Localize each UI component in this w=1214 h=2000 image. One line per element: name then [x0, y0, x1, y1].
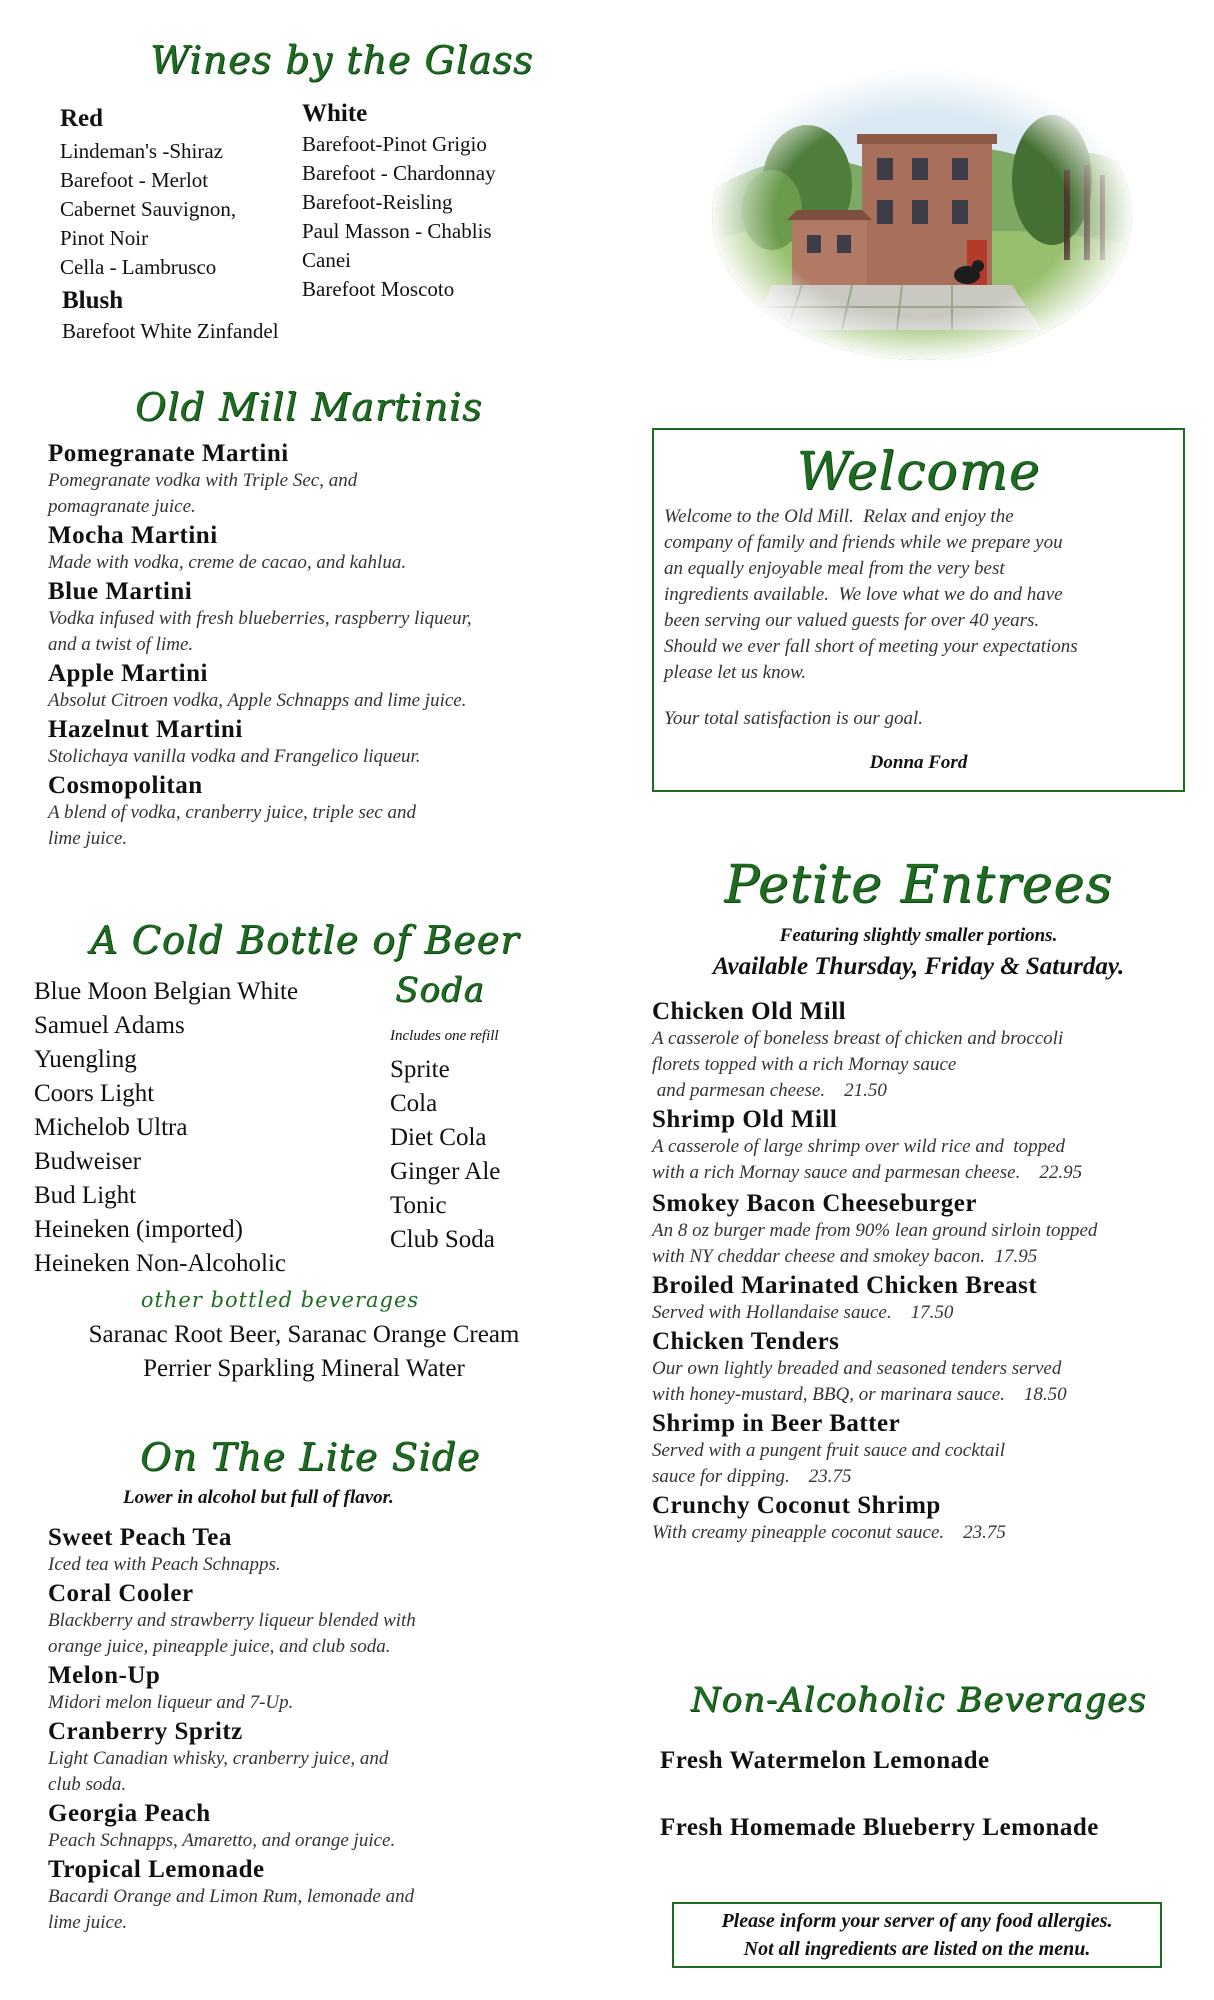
welcome-goal: Your total satisfaction is our goal.: [664, 708, 924, 729]
martinis-heading: Old Mill Martinis: [135, 385, 483, 429]
lite-desc: Light Canadian whisky, cranberry juice, and: [48, 1748, 389, 1769]
entrees-availability: Available Thursday, Friday & Saturday.: [712, 953, 1125, 980]
wine-item: Barefoot - Chardonnay: [302, 161, 496, 185]
entree-item: [652, 1492, 1197, 1546]
beer-item: Heineken (imported): [34, 1216, 243, 1243]
soda-item: Sprite: [390, 1056, 450, 1083]
martini-desc: and a twist of lime.: [48, 634, 194, 655]
lite-desc: Peach Schnapps, Amaretto, and orange juice.: [48, 1830, 396, 1851]
beer-item: Heineken Non-Alcoholic: [34, 1250, 287, 1277]
welcome-line: please let us know.: [664, 662, 807, 683]
martini-desc: Absolut Citroen vodka, Apple Schnapps and lime juice.: [48, 690, 467, 711]
welcome-heading: Welcome: [796, 442, 1041, 502]
lite-desc: orange juice, pineapple juice, and club soda.: [48, 1636, 391, 1657]
entree-desc: with a rich Mornay sauce and parmesan cheese. 22.95: [652, 1162, 1083, 1183]
allergy-line: Not all ingredients are listed on the menu.: [743, 1938, 1091, 1960]
soda-heading: Soda: [395, 970, 485, 1010]
welcome-signature: Donna Ford: [869, 752, 968, 773]
welcome-line: been serving our valued guests for over 40 years.: [664, 610, 1040, 631]
entree-desc: Served with Hollandaise sauce. 17.50: [652, 1302, 954, 1323]
beer-list: [34, 975, 374, 1281]
welcome-box: [652, 428, 1185, 792]
martini-item: [48, 440, 608, 520]
welcome-line: ingredients available. We love what we do and have: [664, 584, 1063, 605]
lite-heading: On The Lite Side: [140, 1435, 481, 1479]
wine-item: Paul Masson - Chablis: [302, 219, 492, 243]
martini-item: [48, 578, 608, 658]
lite-desc: Midori melon liqueur and 7-Up.: [48, 1692, 294, 1713]
entree-item: [652, 1272, 1197, 1326]
entree-name: Shrimp Old Mill: [652, 1106, 838, 1133]
martini-name: Mocha Martini: [48, 522, 218, 549]
non-alcoholic-item: Fresh Homemade Blueberry Lemonade: [660, 1814, 1099, 1841]
martini-item: [48, 522, 608, 576]
entree-item: [652, 1190, 1197, 1270]
wine-item: Cella - Lambrusco: [60, 255, 217, 279]
wine-item: Lindeman's -Shiraz: [60, 139, 223, 163]
lite-subtitle: Lower in alcohol but full of flavor.: [123, 1487, 394, 1508]
entree-desc: sauce for dipping. 23.75: [652, 1466, 852, 1487]
lite-item: [48, 1524, 588, 1578]
welcome-message: [664, 504, 1179, 732]
lite-item: [48, 1662, 588, 1716]
beer-item: Samuel Adams: [34, 1012, 185, 1039]
lite-name: Cranberry Spritz: [48, 1718, 243, 1745]
entree-item: [652, 1106, 1197, 1186]
martini-name: Pomegranate Martini: [48, 440, 289, 467]
martini-desc: Stolichaya vanilla vodka and Frangelico liqueur.: [48, 746, 421, 767]
lite-item: [48, 1856, 588, 1936]
mill-illustration-icon: [712, 70, 1132, 360]
entree-desc: An 8 oz burger made from 90% lean ground sirloin topped: [652, 1220, 1098, 1241]
wine-item: Canei: [302, 248, 351, 272]
beer-item: Michelob Ultra: [34, 1114, 188, 1141]
wine-item: Barefoot Moscoto: [302, 277, 455, 301]
other-bottled-item: Perrier Sparkling Mineral Water: [143, 1355, 465, 1382]
soda-item: Cola: [390, 1090, 438, 1117]
entree-item: [652, 1410, 1197, 1490]
martini-name: Hazelnut Martini: [48, 716, 243, 743]
entree-name: Crunchy Coconut Shrimp: [652, 1492, 941, 1519]
entree-name: Shrimp in Beer Batter: [652, 1410, 901, 1437]
lite-item: [48, 1718, 588, 1798]
lite-name: Melon-Up: [48, 1662, 161, 1689]
lite-desc: lime juice.: [48, 1912, 128, 1933]
martini-desc: pomagranate juice.: [48, 496, 196, 517]
martini-item: [48, 772, 608, 852]
lite-name: Georgia Peach: [48, 1800, 211, 1827]
entree-item: [652, 998, 1197, 1104]
martini-desc: Pomegranate vodka with Triple Sec, and: [48, 470, 358, 491]
entree-name: Chicken Tenders: [652, 1328, 840, 1355]
white-wines: [302, 100, 562, 304]
entree-desc: A casserole of large shrimp over wild rice and topped: [652, 1136, 1066, 1157]
white-label: White: [302, 100, 368, 127]
beer-item: Blue Moon Belgian White: [34, 978, 299, 1005]
wine-item: Barefoot-Reisling: [302, 190, 453, 214]
soda-refill-note: Includes one refill: [390, 1028, 499, 1044]
welcome-line: Should we ever fall short of meeting your expectations: [664, 636, 1078, 657]
lite-name: Sweet Peach Tea: [48, 1524, 232, 1551]
entree-name: Smokey Bacon Cheeseburger: [652, 1190, 977, 1217]
lite-desc: Bacardi Orange and Limon Rum, lemonade and: [48, 1886, 415, 1907]
lite-item: [48, 1580, 588, 1660]
beer-heading: A Cold Bottle of Beer: [90, 918, 520, 962]
welcome-line: an equally enjoyable meal from the very best: [664, 558, 1005, 579]
old-mill-painting: [712, 70, 1132, 360]
entree-desc: A casserole of boneless breast of chicken and broccoli: [652, 1028, 1064, 1049]
soda-item: Diet Cola: [390, 1124, 487, 1151]
allergy-notice: [672, 1902, 1162, 1968]
wine-item: Barefoot-Pinot Grigio: [302, 132, 487, 156]
welcome-line: company of family and friends while we prepare you: [664, 532, 1063, 553]
red-label: Red: [60, 105, 104, 132]
non-alcoholic-heading: Non-Alcoholic Beverages: [690, 1680, 1147, 1720]
lite-name: Tropical Lemonade: [48, 1856, 265, 1883]
soda-item: Tonic: [390, 1192, 447, 1219]
entree-desc: florets topped with a rich Mornay sauce: [652, 1054, 957, 1075]
lite-list: [48, 1522, 588, 1936]
beer-item: Coors Light: [34, 1080, 155, 1107]
lite-desc: Blackberry and strawberry liqueur blended with: [48, 1610, 416, 1631]
beer-item: Budweiser: [34, 1148, 141, 1175]
entree-desc: and parmesan cheese. 21.50: [652, 1080, 887, 1101]
welcome-line: Welcome to the Old Mill. Relax and enjoy the: [664, 506, 1014, 527]
martini-desc: Made with vodka, creme de cacao, and kahlua.: [48, 552, 407, 573]
other-bottled-list: [0, 1318, 608, 1386]
other-bottled-heading: other bottled beverages: [140, 1288, 420, 1312]
entrees-heading: Petite Entrees: [724, 855, 1113, 915]
martini-name: Apple Martini: [48, 660, 208, 687]
lite-name: Coral Cooler: [48, 1580, 194, 1607]
beer-item: Bud Light: [34, 1182, 137, 1209]
wine-item: Cabernet Sauvignon,: [60, 197, 237, 221]
other-bottled-item: Saranac Root Beer, Saranac Orange Cream: [88, 1321, 520, 1348]
martini-desc: Vodka infused with fresh blueberries, raspberry liqueur,: [48, 608, 472, 629]
soda-item: Ginger Ale: [390, 1158, 501, 1185]
allergy-line: Please inform your server of any food allergies.: [721, 1910, 1113, 1932]
wines-heading: Wines by the Glass: [150, 38, 534, 82]
lite-desc: Iced tea with Peach Schnapps.: [48, 1554, 281, 1575]
non-alcoholic-item: Fresh Watermelon Lemonade: [660, 1747, 990, 1774]
entree-desc: Our own lightly breaded and seasoned tenders served: [652, 1358, 1062, 1379]
entree-name: Broiled Marinated Chicken Breast: [652, 1272, 1038, 1299]
soda-list: [390, 1053, 590, 1257]
martini-list: [48, 438, 608, 852]
entree-desc: with honey-mustard, BBQ, or marinara sauce. 18.50: [652, 1384, 1067, 1405]
wine-item: Barefoot - Merlot: [60, 168, 209, 192]
entree-desc: With creamy pineapple coconut sauce. 23.75: [652, 1522, 1006, 1543]
martini-desc: A blend of vodka, cranberry juice, triple sec and: [48, 802, 416, 823]
martini-name: Cosmopolitan: [48, 772, 203, 799]
martini-item: [48, 660, 608, 714]
red-wines: [60, 105, 320, 282]
martini-item: [48, 716, 608, 770]
entree-desc: with NY cheddar cheese and smokey bacon. 17.95: [652, 1246, 1038, 1267]
lite-item: [48, 1800, 588, 1854]
blush-label: Blush: [62, 287, 124, 314]
martini-name: Blue Martini: [48, 578, 193, 605]
entree-item: [652, 1328, 1197, 1408]
lite-desc: club soda.: [48, 1774, 127, 1795]
entree-list: [652, 996, 1197, 1546]
wine-item: Pinot Noir: [60, 226, 149, 250]
blush-wines: [62, 287, 342, 346]
entree-desc: Served with a pungent fruit sauce and cocktail: [652, 1440, 1006, 1461]
entree-name: Chicken Old Mill: [652, 998, 847, 1025]
wine-item: Barefoot White Zinfandel: [62, 319, 279, 343]
entrees-subtitle: Featuring slightly smaller portions.: [779, 925, 1058, 946]
beer-item: Yuengling: [34, 1046, 137, 1073]
soda-item: Club Soda: [390, 1226, 495, 1253]
martini-desc: lime juice.: [48, 828, 128, 849]
